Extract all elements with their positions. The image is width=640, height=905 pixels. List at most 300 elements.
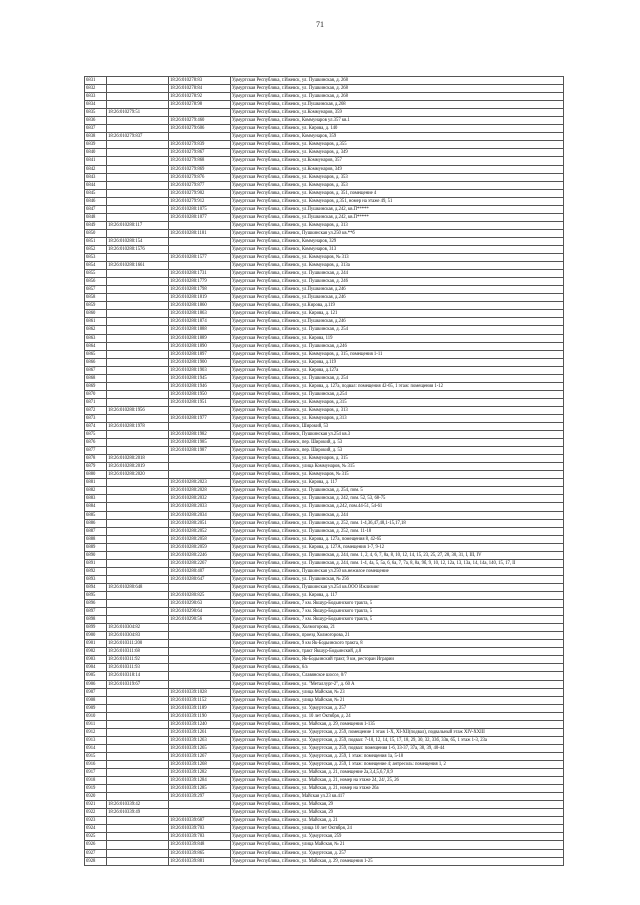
cadastral-number-object-cell: 18:26:010339:1028 <box>169 688 231 696</box>
cadastral-number-object-cell: 18:26:010280:1945 <box>169 374 231 382</box>
cadastral-number-land-cell <box>107 85 169 93</box>
record-number-cell: 6879 <box>85 463 107 471</box>
table-row <box>85 77 564 85</box>
table-row <box>85 398 564 406</box>
address-cell: Удмуртская Республика, г.Ижевск, Славянское шоссе, 0/7 <box>231 672 564 680</box>
cadastral-number-land-cell <box>107 495 169 503</box>
cadastral-number-object-cell <box>169 109 231 117</box>
cadastral-number-object-cell: 18:26:010280:2059 <box>169 543 231 551</box>
cadastral-number-object-cell <box>169 423 231 431</box>
address-cell: Удмуртская Республика, г.Ижевск, ул. Майская, 29 <box>231 809 564 817</box>
table-row <box>85 374 564 382</box>
record-number-cell: 6904 <box>85 664 107 672</box>
cadastral-number-object-cell <box>169 133 231 141</box>
address-cell: Удмуртская Республика, г.Ижевск, улица Майская, № 21 <box>231 696 564 704</box>
table-row <box>85 157 564 165</box>
cadastral-number-land-cell <box>107 535 169 543</box>
cadastral-number-land-cell <box>107 752 169 760</box>
table-row <box>85 656 564 664</box>
cadastral-number-object-cell <box>169 245 231 253</box>
cadastral-number-land-cell <box>107 503 169 511</box>
cadastral-number-object-cell: 18:26:010280:1888 <box>169 326 231 334</box>
address-cell: Удмуртская Республика, г.Ижевск, ул. Удмуртская, 259 <box>231 833 564 841</box>
cadastral-number-object-cell: 18:26:010339:1190 <box>169 712 231 720</box>
cadastral-number-object-cell: 18:26:010280:1987 <box>169 447 231 455</box>
cadastral-number-land-cell: 18:26:010311:68 <box>107 648 169 656</box>
cadastral-number-object-cell: 18:26:010280:2032 <box>169 495 231 503</box>
address-cell: Удмуртская Республика, г.Ижевск, ул. 10 лет Октября, д. 24 <box>231 712 564 720</box>
cadastral-number-land-cell <box>107 600 169 608</box>
cadastral-number-object-cell: 18:26:010280:1890 <box>169 342 231 350</box>
table-row <box>85 197 564 205</box>
cadastral-number-object-cell: 18:26:010279:867 <box>169 149 231 157</box>
record-number-cell: 6850 <box>85 229 107 237</box>
cadastral-number-land-cell: 18:26:010280:2019 <box>107 463 169 471</box>
record-number-cell: 6848 <box>85 213 107 221</box>
cadastral-number-object-cell: 18:26:010279:902 <box>169 189 231 197</box>
record-number-cell: 6908 <box>85 696 107 704</box>
address-cell: Удмуртская Республика, г.Ижевск, ул. Пушкинская, д. 268 <box>231 93 564 101</box>
table-row <box>85 752 564 760</box>
cadastral-number-land-cell <box>107 326 169 334</box>
table-row <box>85 793 564 801</box>
cadastral-number-object-cell: 18:26:010280:407 <box>169 567 231 575</box>
cadastral-number-land-cell <box>107 101 169 109</box>
cadastral-number-land-cell <box>107 366 169 374</box>
table-row <box>85 125 564 133</box>
table-row <box>85 326 564 334</box>
record-number-cell: 6902 <box>85 648 107 656</box>
table-row <box>85 205 564 213</box>
address-cell: Удмуртская Республика, г.Ижевск, ул. Кирова, д. 117 <box>231 479 564 487</box>
cadastral-number-land-cell <box>107 254 169 262</box>
table-row <box>85 527 564 535</box>
table-row <box>85 809 564 817</box>
table-row <box>85 736 564 744</box>
record-number-cell: 6832 <box>85 85 107 93</box>
table-row <box>85 535 564 543</box>
cadastral-number-object-cell: 18:26:010280:1903 <box>169 366 231 374</box>
address-cell: Удмуртская Республика, г.Ижевск, ул. Коммунаров, д. 353 <box>231 181 564 189</box>
cadastral-number-land-cell <box>107 712 169 720</box>
table-row <box>85 857 564 865</box>
table-row <box>85 431 564 439</box>
table-row <box>85 833 564 841</box>
cadastral-number-object-cell: 18:26:010280:1982 <box>169 431 231 439</box>
table-row <box>85 117 564 125</box>
cadastral-number-object-cell: 18:26:010339:1282 <box>169 769 231 777</box>
table-row <box>85 495 564 503</box>
cadastral-number-object-cell: 18:26:010280:1860 <box>169 302 231 310</box>
cadastral-number-object-cell: 18:26:010290:56 <box>169 616 231 624</box>
table-row <box>85 318 564 326</box>
cadastral-number-land-cell <box>107 414 169 422</box>
table-row <box>85 744 564 752</box>
record-number-cell: 6914 <box>85 744 107 752</box>
cadastral-number-object-cell: 18:26:010280:2033 <box>169 503 231 511</box>
cadastral-number-land-cell <box>107 551 169 559</box>
cadastral-number-land-cell <box>107 543 169 551</box>
table-row <box>85 728 564 736</box>
record-number-cell: 6921 <box>85 801 107 809</box>
record-number-cell: 6897 <box>85 608 107 616</box>
address-cell: Удмуртская Республика, г.Ижевск, ул.Пушкинская, д.268 <box>231 101 564 109</box>
address-cell: Удмуртская Республика, г.Ижевск, ул.Коммунаров, 357 <box>231 157 564 165</box>
table-row <box>85 777 564 785</box>
address-cell: Удмуртская Республика, г.Ижевск, улица Коммунаров, № 315 <box>231 463 564 471</box>
address-cell: Удмуртская Республика, г.Ижевск, ул. Коммунаров, д. 349 <box>231 149 564 157</box>
cadastral-number-land-cell <box>107 431 169 439</box>
table-row <box>85 262 564 270</box>
address-cell: Удмуртская Республика, г.Ижевск, ул. Майская, д. 21, помещение 2а,3,4,5,6,7,8,9 <box>231 769 564 777</box>
cadastral-number-object-cell: 18:26:010280:1863 <box>169 310 231 318</box>
address-cell: Удмуртская Республика, г.Ижевск, ул. Майская, д. 21 <box>231 817 564 825</box>
cadastral-number-land-cell: 18:26:010280:1956 <box>107 406 169 414</box>
record-number-cell: 6867 <box>85 366 107 374</box>
address-cell: Удмуртская Республика, г.Ижевск, ул. Майская, 29 <box>231 801 564 809</box>
address-cell: Удмуртская Республика, г.Ижевск, 9 км Як-Бодьинского тракта, 8 <box>231 640 564 648</box>
cadastral-number-object-cell: 18:26:010280:1897 <box>169 350 231 358</box>
cadastral-number-object-cell: 18:26:010339:1284 <box>169 777 231 785</box>
cadastral-number-object-cell: 18:26:010339:1267 <box>169 752 231 760</box>
cadastral-number-land-cell <box>107 374 169 382</box>
table-row <box>85 688 564 696</box>
address-cell: Удмуртская Республика, г.Ижевск, Коммунаров ул.357 кв.1 <box>231 117 564 125</box>
record-number-cell: 6854 <box>85 262 107 270</box>
address-cell: Удмуртская Республика, г.Ижевск, ул. Пушкинская, д. 246 <box>231 278 564 286</box>
table-row <box>85 414 564 422</box>
table-row <box>85 141 564 149</box>
cadastral-number-land-cell <box>107 511 169 519</box>
address-cell: Удмуртская Республика, г.Ижевск, ул. Пушкинская, д. 268 <box>231 85 564 93</box>
record-number-cell: 6888 <box>85 535 107 543</box>
record-number-cell: 6915 <box>85 752 107 760</box>
record-number-cell: 6873 <box>85 414 107 422</box>
address-cell: Удмуртская Республика, г.Ижевск, ул. Коммунаров, д. 351, помещение 4 <box>231 189 564 197</box>
address-cell: Удмуртская Республика, г.Ижевск, 7 км. Якшур-Бодьинского тракта, 5 <box>231 600 564 608</box>
cadastral-number-land-cell: 18:26:010280:1576 <box>107 245 169 253</box>
record-number-cell: 6855 <box>85 270 107 278</box>
cadastral-number-land-cell: 18:26:010339:49 <box>107 809 169 817</box>
record-number-cell: 6905 <box>85 672 107 680</box>
cadastral-number-land-cell: 18:26:010280:117 <box>107 221 169 229</box>
address-cell: Удмуртская Республика, г.Ижевск, ул. Пушкинская, д.242, пом.44-51, 54-61 <box>231 503 564 511</box>
cadastral-number-land-cell <box>107 736 169 744</box>
table-row <box>85 712 564 720</box>
cadastral-number-land-cell <box>107 527 169 535</box>
cadastral-number-object-cell: 18:26:010280:1577 <box>169 254 231 262</box>
table-row <box>85 390 564 398</box>
address-cell: Удмуртская Республика, г.Ижевск, ул. Пушкинская, д. 244 <box>231 270 564 278</box>
record-number-cell: 6919 <box>85 785 107 793</box>
record-number-cell: 6838 <box>85 133 107 141</box>
table-row <box>85 229 564 237</box>
cadastral-number-land-cell <box>107 793 169 801</box>
table-row <box>85 608 564 616</box>
record-number-cell: 6926 <box>85 841 107 849</box>
cadastral-number-object-cell: 18:26:010339:1265 <box>169 744 231 752</box>
cadastral-number-object-cell: 18:26:010280:1951 <box>169 398 231 406</box>
address-cell: Удмуртская Республика, г.Ижевск, улица Майская, № 21 <box>231 841 564 849</box>
table-row <box>85 342 564 350</box>
record-number-cell: 6861 <box>85 318 107 326</box>
cadastral-number-object-cell: 18:26:010339:783 <box>169 833 231 841</box>
table-row <box>85 841 564 849</box>
cadastral-number-land-cell <box>107 141 169 149</box>
address-cell: Удмуртская Республика, г.Ижевск, Коммунаров, 359 <box>231 133 564 141</box>
record-number-cell: 6896 <box>85 600 107 608</box>
record-number-cell: 6859 <box>85 302 107 310</box>
table-row <box>85 600 564 608</box>
address-cell: Удмуртская Республика, г.Ижевск, ул. Пушкинская, д. 244, пом. 1-4, 4а, 5, 5а, 6, 6а, 7, 7а, 8, 8а, 9б, 9, 10, 12, 12а, 13, 13а, 14, 14а, 140, 15, 17, II <box>231 559 564 567</box>
cadastral-number-land-cell <box>107 849 169 857</box>
address-cell: Удмуртская Республика, г.Ижевск, ул. Коммунаров, д. 353 <box>231 173 564 181</box>
table-row <box>85 624 564 632</box>
cadastral-number-land-cell <box>107 487 169 495</box>
cadastral-number-object-cell: 18:26:010280:1977 <box>169 414 231 422</box>
cadastral-number-land-cell <box>107 382 169 390</box>
record-number-cell: 6927 <box>85 849 107 857</box>
cadastral-number-object-cell: 18:26:010280:1077 <box>169 213 231 221</box>
table-row <box>85 825 564 833</box>
cadastral-number-object-cell: 18:26:010339:1152 <box>169 696 231 704</box>
cadastral-number-land-cell <box>107 270 169 278</box>
address-cell: Удмуртская Республика, г.Ижевск, ул. Удмуртская, д. 257 <box>231 704 564 712</box>
cadastral-number-object-cell: 18:26:010290:63 <box>169 600 231 608</box>
cadastral-number-land-cell <box>107 286 169 294</box>
cadastral-number-object-cell: 18:26:010278:83 <box>169 77 231 85</box>
address-cell: Удмуртская Республика, г.Ижевск, ул. Коммунаров, д. 313а <box>231 262 564 270</box>
table-row <box>85 632 564 640</box>
cadastral-number-object-cell: 18:26:010339:848 <box>169 841 231 849</box>
cadastral-number-land-cell <box>107 117 169 125</box>
cadastral-number-object-cell: 18:26:010280:1950 <box>169 390 231 398</box>
address-cell: Удмуртская Республика, г.Ижевск, ул. Майская, д. 21, номер на этаже 24, 24/, 25, 26 <box>231 777 564 785</box>
cadastral-number-object-cell: 18:26:010279:869 <box>169 165 231 173</box>
cadastral-number-land-cell <box>107 173 169 181</box>
cadastral-number-object-cell <box>169 463 231 471</box>
table-row <box>85 93 564 101</box>
cadastral-number-object-cell: 18:26:010290:64 <box>169 608 231 616</box>
address-cell: Удмуртская Республика, г.Ижевск, ул. Удмуртская, д. 259, помещение 1 этаж 1-X, XI-XII(подвал), подвальный этаж XIV-XXIII <box>231 728 564 736</box>
address-cell: Удмуртская Республика, г.Ижевск, Холмогорова, 21 <box>231 624 564 632</box>
cadastral-number-land-cell: 18:26:010280:2018 <box>107 455 169 463</box>
address-cell: Удмуртская Республика, г.Ижевск, ул. Пушкинская, д.246 <box>231 342 564 350</box>
address-cell: Удмуртская Республика, г.Ижевск, пер. Широкий, д. 53 <box>231 439 564 447</box>
cadastral-number-land-cell <box>107 197 169 205</box>
record-number-cell: 6924 <box>85 825 107 833</box>
record-number-cell: 6918 <box>85 777 107 785</box>
cadastral-number-object-cell: 18:26:010339:1268 <box>169 760 231 768</box>
address-cell: Удмуртская Республика, г.Ижевск, тракт Якшур-Бодьинский, д.8 <box>231 648 564 656</box>
table-row <box>85 511 564 519</box>
table-row <box>85 294 564 302</box>
address-cell: Удмуртская Республика, г.Ижевск, ул. Пушкинская, д. 252, пом. 11-18 <box>231 527 564 535</box>
table-row <box>85 213 564 221</box>
cadastral-number-object-cell: 18:26:010280:2034 <box>169 511 231 519</box>
address-cell: Удмуртская Республика, г.Ижевск, ул. Майская, д. 29, помещения 1-25 <box>231 857 564 865</box>
record-number-cell: 6886 <box>85 519 107 527</box>
cadastral-number-object-cell: 18:26:010280:825 <box>169 592 231 600</box>
table-row <box>85 817 564 825</box>
cadastral-number-land-cell <box>107 857 169 865</box>
record-number-cell: 6865 <box>85 350 107 358</box>
table-row <box>85 382 564 390</box>
address-cell: Удмуртская Республика, г.Ижевск, ул. Коммунаров, № 315 <box>231 471 564 479</box>
address-cell: Удмуртская Республика, г.Ижевск, Коммунаров, 313 <box>231 245 564 253</box>
cadastral-number-land-cell <box>107 149 169 157</box>
table-row <box>85 503 564 511</box>
cadastral-number-land-cell <box>107 447 169 455</box>
address-cell: Удмуртская Республика, г.Ижевск, ул. Кирова, д. 127а, помещения 8, 42-65 <box>231 535 564 543</box>
address-cell: Удмуртская Республика, г.Ижевск, 7 км. Якшур-Бодьинского тракта, 5 <box>231 616 564 624</box>
record-number-cell: 6868 <box>85 374 107 382</box>
address-cell: Удмуртская Республика, г.Ижевск, ул.Пушкинская, д.242, кв.П***** <box>231 213 564 221</box>
record-number-cell: 6875 <box>85 431 107 439</box>
table-row <box>85 680 564 688</box>
cadastral-number-land-cell <box>107 608 169 616</box>
address-cell: Удмуртская Республика, г.Ижевск, Коммунаров, 329 <box>231 237 564 245</box>
cadastral-number-object-cell <box>169 640 231 648</box>
address-cell: Удмуртская Республика, г.Ижевск, ул. Удмуртская, д. 259, 1 этаж: помещение 4; антресоль: помещения 1, 2 <box>231 760 564 768</box>
address-cell: Удмуртская Республика, г.Ижевск, ул. Коммунаров, д. 313 <box>231 406 564 414</box>
table-row <box>85 423 564 431</box>
cadastral-number-object-cell <box>169 624 231 632</box>
address-cell: Удмуртская Республика, г.Ижевск, ул. Коммунаров, № 313 <box>231 254 564 262</box>
address-cell: Удмуртская Республика, г.Ижевск, улица 10 лет Октября, 24 <box>231 825 564 833</box>
cadastral-number-land-cell: 18:26:010339:42 <box>107 801 169 809</box>
record-number-cell: 6866 <box>85 358 107 366</box>
address-cell: Удмуртская Республика, г.Ижевск, ул. Пушкинская, д. 254, пом. 5 <box>231 487 564 495</box>
cadastral-number-land-cell <box>107 439 169 447</box>
table-row <box>85 801 564 809</box>
record-number-cell: 6877 <box>85 447 107 455</box>
record-number-cell: 6880 <box>85 471 107 479</box>
table-row <box>85 221 564 229</box>
cadastral-number-object-cell: 18:26:010280:1731 <box>169 270 231 278</box>
record-number-cell: 6864 <box>85 342 107 350</box>
address-cell: Удмуртская Республика, г.Ижевск, ул. Кирова, д. 140 <box>231 125 564 133</box>
record-number-cell: 6836 <box>85 117 107 125</box>
cadastral-number-object-cell: 18:26:010280:1181 <box>169 229 231 237</box>
address-cell: Удмуртская Республика, г.Ижевск, ул.Коммунаров, 359 <box>231 109 564 117</box>
cadastral-number-object-cell: 18:26:010280:1889 <box>169 334 231 342</box>
cadastral-number-object-cell <box>169 664 231 672</box>
cadastral-number-land-cell <box>107 841 169 849</box>
record-number-cell: 6920 <box>85 793 107 801</box>
cadastral-number-object-cell: 18:26:010339:1189 <box>169 704 231 712</box>
cadastral-number-land-cell <box>107 696 169 704</box>
table-row <box>85 447 564 455</box>
cadastral-number-object-cell: 18:26:010279:868 <box>169 157 231 165</box>
table-row <box>85 85 564 93</box>
record-number-cell: 6853 <box>85 254 107 262</box>
cadastral-number-object-cell <box>169 221 231 229</box>
address-cell: Удмуртская Республика, г.Ижевск, ул. Пушкинская, № 256 <box>231 575 564 583</box>
cadastral-number-land-cell <box>107 342 169 350</box>
cadastral-number-object-cell: 18:26:010280:2267 <box>169 559 231 567</box>
cadastral-number-object-cell: 18:26:010279:606 <box>169 125 231 133</box>
cadastral-number-land-cell <box>107 785 169 793</box>
table-row <box>85 149 564 157</box>
cadastral-number-object-cell: 18:26:010279:876 <box>169 173 231 181</box>
address-cell: Удмуртская Республика, г.Ижевск, ул. Удмуртская, д. 259, подвал: 7-10, 12, 14, 15, 17, 18, 29, 30, 32, 33б, 33в, 65, 1 этаж 1-3, 23а <box>231 736 564 744</box>
table-row <box>85 487 564 495</box>
cadastral-number-object-cell <box>169 809 231 817</box>
cadastral-number-land-cell <box>107 310 169 318</box>
address-cell: Удмуртская Республика, г.Ижевск, 6/а <box>231 664 564 672</box>
cadastral-number-object-cell: 18:26:010339:703 <box>169 825 231 833</box>
cadastral-number-land-cell <box>107 592 169 600</box>
record-number-cell: 6884 <box>85 503 107 511</box>
cadastral-number-land-cell: 18:26:010280:1661 <box>107 262 169 270</box>
record-number-cell: 6846 <box>85 197 107 205</box>
cadastral-number-object-cell <box>169 656 231 664</box>
table-row <box>85 583 564 591</box>
cadastral-number-object-cell: 18:26:010339:1285 <box>169 785 231 793</box>
address-cell: Удмуртская Республика, г.Ижевск, Широкий, 53 <box>231 423 564 431</box>
cadastral-number-land-cell: 18:26:010280:1978 <box>107 423 169 431</box>
address-cell: Удмуртская Республика, г.Ижевск, Як-Бодьинский тракт, 9 км, ресторан Играрии <box>231 656 564 664</box>
address-cell: Удмуртская Республика, г.Ижевск, улица Майская, № 23 <box>231 688 564 696</box>
cadastral-number-object-cell: 18:26:010279:839 <box>169 141 231 149</box>
address-cell: Удмуртская Республика, г.Ижевск, ул. Коммунаров, д.313 <box>231 414 564 422</box>
cadastral-number-object-cell: 18:26:010280:1798 <box>169 286 231 294</box>
record-number-cell: 6840 <box>85 149 107 157</box>
address-cell: Удмуртская Республика, г.Ижевск, ул.Пушкинская, д.246 <box>231 286 564 294</box>
table-row <box>85 173 564 181</box>
cadastral-number-land-cell <box>107 302 169 310</box>
address-cell: Удмуртская Республика, г.Ижевск, ул. Пушкинская, д. 242, пом. 52, 53, 68-75 <box>231 495 564 503</box>
record-number-cell: 6900 <box>85 632 107 640</box>
cadastral-number-land-cell <box>107 125 169 133</box>
cadastral-number-object-cell: 18:26:010280:2028 <box>169 487 231 495</box>
registry-table <box>84 76 564 866</box>
record-number-cell: 6928 <box>85 857 107 865</box>
address-cell: Удмуртская Республика, г.Ижевск, ул.Пушкинская, д.246 <box>231 318 564 326</box>
cadastral-number-land-cell <box>107 479 169 487</box>
table-row <box>85 334 564 342</box>
address-cell: Удмуртская Республика, г.Ижевск, проезд Холмогорова, 21 <box>231 632 564 640</box>
cadastral-number-object-cell: 18:26:010339:1263 <box>169 736 231 744</box>
table-row <box>85 278 564 286</box>
record-number-cell: 6887 <box>85 527 107 535</box>
table-row <box>85 519 564 527</box>
address-cell: Удмуртская Республика, г.Ижевск, Пушкинская ул.254 кв.ООО Ижлизинг <box>231 583 564 591</box>
cadastral-number-object-cell: 18:26:010278:92 <box>169 93 231 101</box>
address-cell: Удмуртская Республика, г.Ижевск, ул. Пушкинская, д.254 <box>231 390 564 398</box>
cadastral-number-land-cell <box>107 350 169 358</box>
record-number-cell: 6843 <box>85 173 107 181</box>
table-row <box>85 479 564 487</box>
table-row <box>85 575 564 583</box>
cadastral-number-object-cell <box>169 672 231 680</box>
address-cell: Удмуртская Республика, г.Ижевск, ул. Удмуртская, д. 259, подвал: помещения 1-6, 33-37, 37а, 38, 39, 40-44 <box>231 744 564 752</box>
cadastral-number-object-cell: 18:26:010280:1779 <box>169 278 231 286</box>
address-cell: Удмуртская Республика, г.Ижевск, ул.Пушкинская, д.246 <box>231 294 564 302</box>
table-row <box>85 704 564 712</box>
table-row <box>85 366 564 374</box>
record-number-cell: 6834 <box>85 101 107 109</box>
cadastral-number-land-cell: 18:26:010279:51 <box>107 109 169 117</box>
cadastral-number-land-cell: 18:26:010280:2020 <box>107 471 169 479</box>
address-cell: Удмуртская Республика, г.Ижевск, ул. Кирова, д. 121 <box>231 310 564 318</box>
table-row <box>85 270 564 278</box>
table-row <box>85 760 564 768</box>
cadastral-number-land-cell <box>107 77 169 85</box>
registry-table-body <box>85 77 564 866</box>
cadastral-number-object-cell <box>169 262 231 270</box>
